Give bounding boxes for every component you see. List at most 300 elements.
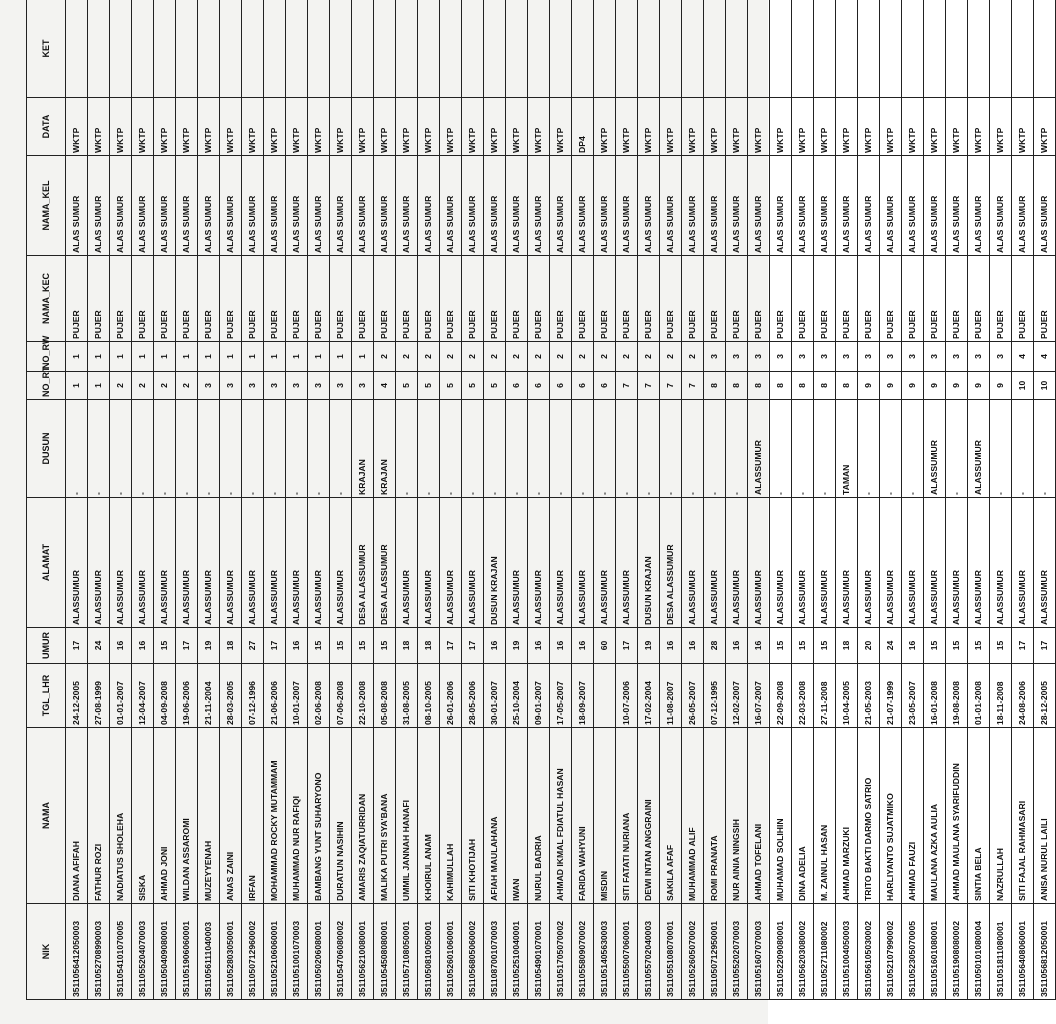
cell-alamat: ALASSUMUR bbox=[726, 498, 748, 628]
cell-dusun: - bbox=[286, 400, 308, 498]
cell-data: WKTP bbox=[396, 98, 418, 156]
cell-data: WKTP bbox=[418, 98, 440, 156]
cell-data: WKTP bbox=[264, 98, 286, 156]
cell-alamat: ALASSUMUR bbox=[330, 498, 352, 628]
cell-no-rt: 6 bbox=[572, 372, 594, 400]
cell-tgl-lhr: 19-08-2008 bbox=[946, 664, 968, 728]
cell-nama-kec: PUJER bbox=[792, 256, 814, 342]
cell-ket bbox=[704, 0, 726, 98]
cell-nama-kec: PUJER bbox=[264, 256, 286, 342]
cell-data: WKTP bbox=[748, 98, 770, 156]
cell-tgl-lhr: 26-05-2007 bbox=[682, 664, 704, 728]
cell-nama-kec: PUJER bbox=[594, 256, 616, 342]
cell-ket bbox=[682, 0, 704, 98]
cell-data: WKTP bbox=[814, 98, 836, 156]
cell-nama-kec: PUJER bbox=[484, 256, 506, 342]
cell-nik: 3511052601060001 bbox=[440, 904, 462, 1000]
table-row bbox=[374, 0, 396, 1000]
cell-ket bbox=[902, 0, 924, 98]
cell-ket bbox=[990, 0, 1012, 98]
cell-no-rt: 3 bbox=[330, 372, 352, 400]
cell-tgl-lhr: 21-06-2006 bbox=[264, 664, 286, 728]
cell-alamat: ALASSUMUR bbox=[836, 498, 858, 628]
cell-no-rt: 5 bbox=[484, 372, 506, 400]
cell-umur: 15 bbox=[352, 628, 374, 664]
cell-data: WKTP bbox=[242, 98, 264, 156]
cell-nama-kec: PUJER bbox=[440, 256, 462, 342]
cell-nama-kec: PUJER bbox=[418, 256, 440, 342]
cell-data: WKTP bbox=[946, 98, 968, 156]
cell-nama-kec: PUJER bbox=[330, 256, 352, 342]
cell-tgl-lhr: 22-09-2008 bbox=[770, 664, 792, 728]
cell-alamat: ALASSUMUR bbox=[814, 498, 836, 628]
cell-tgl-lhr: 07-06-2008 bbox=[330, 664, 352, 728]
table-row bbox=[770, 0, 792, 1000]
cell-nik: 3511056111040003 bbox=[198, 904, 220, 1000]
cell-dusun: ALASSUMUR bbox=[968, 400, 990, 498]
cell-no-rw: 3 bbox=[814, 342, 836, 372]
cell-nama-kel: ALAS SUMUR bbox=[286, 156, 308, 256]
cell-nama-kec: PUJER bbox=[528, 256, 550, 342]
table-row bbox=[726, 0, 748, 1000]
cell-ket bbox=[594, 0, 616, 98]
cell-dusun: - bbox=[462, 400, 484, 498]
cell-no-rw: 2 bbox=[374, 342, 396, 372]
cell-umur: 18 bbox=[396, 628, 418, 664]
cell-alamat: ALASSUMUR bbox=[396, 498, 418, 628]
cell-nama-kec: PUJER bbox=[990, 256, 1012, 342]
cell-nama-kec: PUJER bbox=[220, 256, 242, 342]
cell-nama: BAMBANG YUNT SUHARYONO bbox=[308, 728, 330, 904]
table-row bbox=[924, 0, 946, 1000]
cell-dusun: - bbox=[308, 400, 330, 498]
table-row bbox=[220, 0, 242, 1000]
cell-dusun: - bbox=[660, 400, 682, 498]
cell-dusun: - bbox=[506, 400, 528, 498]
cell-nama-kel: ALAS SUMUR bbox=[374, 156, 396, 256]
voter-table bbox=[26, 0, 1056, 1000]
cell-tgl-lhr: 12-02-2007 bbox=[726, 664, 748, 728]
cell-nik: 3511051906060001 bbox=[176, 904, 198, 1000]
cell-no-rw: 3 bbox=[748, 342, 770, 372]
cell-data: WKTP bbox=[682, 98, 704, 156]
cell-alamat: ALASSUMUR bbox=[990, 498, 1012, 628]
cell-no-rw: 1 bbox=[352, 342, 374, 372]
cell-no-rt: 1 bbox=[66, 372, 88, 400]
cell-nama-kel: ALAS SUMUR bbox=[924, 156, 946, 256]
cell-no-rw: 1 bbox=[220, 342, 242, 372]
cell-alamat: ALASSUMUR bbox=[792, 498, 814, 628]
cell-nama-kel: ALAS SUMUR bbox=[1034, 156, 1056, 256]
cell-nama-kel: ALAS SUMUR bbox=[154, 156, 176, 256]
cell-nama: DEWI INTAN ANGGRAINI bbox=[638, 728, 660, 904]
cell-ket bbox=[616, 0, 638, 98]
cell-nama-kel: ALAS SUMUR bbox=[352, 156, 374, 256]
cell-alamat: ALASSUMUR bbox=[968, 498, 990, 628]
cell-alamat: ALASSUMUR bbox=[264, 498, 286, 628]
cell-tgl-lhr: 23-05-2007 bbox=[902, 664, 924, 728]
cell-nama-kec: PUJER bbox=[924, 256, 946, 342]
cell-umur: 16 bbox=[902, 628, 924, 664]
cell-tgl-lhr: 17-02-2004 bbox=[638, 664, 660, 728]
cell-tgl-lhr: 21-11-2004 bbox=[198, 664, 220, 728]
cell-nik: 3511057108050001 bbox=[396, 904, 418, 1000]
cell-umur: 16 bbox=[132, 628, 154, 664]
column-header-no-rw: NO_RW bbox=[27, 342, 66, 372]
cell-nama-kec: PUJER bbox=[374, 256, 396, 342]
cell-data: WKTP bbox=[660, 98, 682, 156]
cell-umur: 17 bbox=[616, 628, 638, 664]
cell-alamat: ALASSUMUR bbox=[1034, 498, 1056, 628]
cell-nama-kel: ALAS SUMUR bbox=[946, 156, 968, 256]
cell-no-rw: 3 bbox=[880, 342, 902, 372]
cell-no-rt: 6 bbox=[550, 372, 572, 400]
cell-nik: 3511051001070003 bbox=[286, 904, 308, 1000]
cell-no-rt: 8 bbox=[726, 372, 748, 400]
cell-nama-kec: PUJER bbox=[836, 256, 858, 342]
cell-data: WKTP bbox=[704, 98, 726, 156]
cell-nama: MOHAMMAD ROCKY MUTAMMAM bbox=[264, 728, 286, 904]
cell-data: WKTP bbox=[1034, 98, 1056, 156]
cell-no-rt: 2 bbox=[176, 372, 198, 400]
cell-nama: FATHUR ROZI bbox=[88, 728, 110, 904]
cell-nama: FARIDA WAHYUNI bbox=[572, 728, 594, 904]
cell-nama: UMMIL JANNAH HANAFI bbox=[396, 728, 418, 904]
cell-nik: 3511050409080001 bbox=[154, 904, 176, 1000]
cell-data: WKTP bbox=[770, 98, 792, 156]
cell-dusun: - bbox=[110, 400, 132, 498]
cell-alamat: ALASSUMUR bbox=[176, 498, 198, 628]
cell-nama-kec: PUJER bbox=[88, 256, 110, 342]
cell-no-rw: 2 bbox=[594, 342, 616, 372]
cell-nik: 3511056408060001 bbox=[1012, 904, 1034, 1000]
cell-alamat: ALASSUMUR bbox=[132, 498, 154, 628]
cell-nik: 3511054101070005 bbox=[110, 904, 132, 1000]
cell-nama: MISDIN bbox=[594, 728, 616, 904]
cell-data: WKTP bbox=[462, 98, 484, 156]
table-row bbox=[264, 0, 286, 1000]
cell-nama: DINA ADELIA bbox=[792, 728, 814, 904]
cell-nama-kel: ALAS SUMUR bbox=[220, 156, 242, 256]
cell-no-rw: 2 bbox=[462, 342, 484, 372]
cell-nik: 3511055809070002 bbox=[572, 904, 594, 1000]
cell-alamat: ALASSUMUR bbox=[704, 498, 726, 628]
cell-no-rt: 3 bbox=[352, 372, 374, 400]
cell-data: WKTP bbox=[726, 98, 748, 156]
cell-data: WKTP bbox=[198, 98, 220, 156]
cell-tgl-lhr: 10-04-2005 bbox=[836, 664, 858, 728]
cell-umur: 15 bbox=[792, 628, 814, 664]
cell-nama-kel: ALAS SUMUR bbox=[484, 156, 506, 256]
column-header-nama-kec: NAMA_KEC bbox=[27, 256, 66, 342]
cell-nama-kec: PUJER bbox=[1034, 256, 1056, 342]
cell-alamat: ALASSUMUR bbox=[242, 498, 264, 628]
cell-no-rt: 4 bbox=[374, 372, 396, 400]
table-row bbox=[154, 0, 176, 1000]
cell-alamat: DESA ALASSUMUR bbox=[660, 498, 682, 628]
cell-dusun: - bbox=[770, 400, 792, 498]
cell-dusun: - bbox=[792, 400, 814, 498]
cell-tgl-lhr: 28-05-2006 bbox=[462, 664, 484, 728]
cell-ket bbox=[198, 0, 220, 98]
cell-no-rw: 1 bbox=[264, 342, 286, 372]
cell-no-rt: 9 bbox=[968, 372, 990, 400]
cell-tgl-lhr: 08-10-2005 bbox=[418, 664, 440, 728]
cell-umur: 15 bbox=[308, 628, 330, 664]
cell-dusun: - bbox=[396, 400, 418, 498]
table-row bbox=[990, 0, 1012, 1000]
cell-tgl-lhr: 24-12-2005 bbox=[66, 664, 88, 728]
cell-no-rw: 3 bbox=[792, 342, 814, 372]
cell-nik: 3511051601080001 bbox=[924, 904, 946, 1000]
cell-umur: 18 bbox=[418, 628, 440, 664]
cell-data: WKTP bbox=[616, 98, 638, 156]
cell-alamat: ALASSUMUR bbox=[308, 498, 330, 628]
cell-nik: 3511050206080001 bbox=[308, 904, 330, 1000]
cell-alamat: ALASSUMUR bbox=[770, 498, 792, 628]
cell-ket bbox=[242, 0, 264, 98]
cell-umur: 17 bbox=[1012, 628, 1034, 664]
cell-nik: 3511052107990002 bbox=[880, 904, 902, 1000]
cell-ket bbox=[374, 0, 396, 98]
cell-alamat: ALASSUMUR bbox=[286, 498, 308, 628]
table-row bbox=[418, 0, 440, 1000]
table-row bbox=[330, 0, 352, 1000]
cell-no-rw: 1 bbox=[110, 342, 132, 372]
cell-no-rw: 3 bbox=[704, 342, 726, 372]
cell-no-rw: 1 bbox=[308, 342, 330, 372]
cell-umur: 60 bbox=[594, 628, 616, 664]
cell-nama-kel: ALAS SUMUR bbox=[990, 156, 1012, 256]
table-row bbox=[682, 0, 704, 1000]
cell-alamat: DESA ALASSUMUR bbox=[374, 498, 396, 628]
cell-tgl-lhr: 09-01-2007 bbox=[528, 664, 550, 728]
cell-umur: 19 bbox=[198, 628, 220, 664]
cell-nik: 3511050101080004 bbox=[968, 904, 990, 1000]
table-body bbox=[66, 0, 1056, 1000]
cell-nama-kec: PUJER bbox=[902, 256, 924, 342]
cell-tgl-lhr: 11-08-2007 bbox=[660, 664, 682, 728]
cell-nama-kec: PUJER bbox=[858, 256, 880, 342]
cell-nik: 3511055204070003 bbox=[132, 904, 154, 1000]
cell-data: WKTP bbox=[968, 98, 990, 156]
cell-nik: 3511056203080002 bbox=[792, 904, 814, 1000]
cell-nama-kel: ALAS SUMUR bbox=[66, 156, 88, 256]
cell-no-rt: 7 bbox=[682, 372, 704, 400]
table-row bbox=[242, 0, 264, 1000]
cell-umur: 17 bbox=[66, 628, 88, 664]
cell-tgl-lhr: 12-04-2007 bbox=[132, 664, 154, 728]
cell-dusun: - bbox=[594, 400, 616, 498]
cell-no-rt: 1 bbox=[88, 372, 110, 400]
cell-no-rw: 1 bbox=[242, 342, 264, 372]
cell-nama-kec: PUJER bbox=[176, 256, 198, 342]
cell-dusun: - bbox=[990, 400, 1012, 498]
cell-no-rt: 10 bbox=[1012, 372, 1034, 400]
cell-tgl-lhr: 16-07-2007 bbox=[748, 664, 770, 728]
cell-nama-kec: PUJER bbox=[242, 256, 264, 342]
cell-nik: 3511052711080002 bbox=[814, 904, 836, 1000]
cell-dusun: KRAJAN bbox=[352, 400, 374, 498]
cell-dusun: KRAJAN bbox=[374, 400, 396, 498]
cell-nik: 3511087001070003 bbox=[484, 904, 506, 1000]
cell-dusun: - bbox=[440, 400, 462, 498]
cell-no-rt: 9 bbox=[924, 372, 946, 400]
cell-dusun: - bbox=[264, 400, 286, 498]
cell-tgl-lhr: 17-05-2007 bbox=[550, 664, 572, 728]
cell-nama: AHMAD MARZUKI bbox=[836, 728, 858, 904]
cell-nama-kec: PUJER bbox=[66, 256, 88, 342]
cell-nama-kel: ALAS SUMUR bbox=[198, 156, 220, 256]
cell-tgl-lhr: 01-01-2008 bbox=[968, 664, 990, 728]
cell-ket bbox=[484, 0, 506, 98]
table-row bbox=[352, 0, 374, 1000]
cell-no-rt: 8 bbox=[836, 372, 858, 400]
cell-alamat: ALASSUMUR bbox=[220, 498, 242, 628]
cell-tgl-lhr bbox=[594, 664, 616, 728]
cell-alamat: ALASSUMUR bbox=[682, 498, 704, 628]
cell-tgl-lhr: 28-12-2005 bbox=[1034, 664, 1056, 728]
cell-no-rw: 4 bbox=[1034, 342, 1056, 372]
cell-nama: ROMI PRANATA bbox=[704, 728, 726, 904]
cell-nama-kel: ALAS SUMUR bbox=[308, 156, 330, 256]
cell-nama-kel: ALAS SUMUR bbox=[176, 156, 198, 256]
cell-umur: 18 bbox=[220, 628, 242, 664]
cell-ket bbox=[396, 0, 418, 98]
column-header-dusun: DUSUN bbox=[27, 400, 66, 498]
cell-nama: IWAN bbox=[506, 728, 528, 904]
cell-nama-kel: ALAS SUMUR bbox=[616, 156, 638, 256]
cell-ket bbox=[440, 0, 462, 98]
cell-alamat: ALASSUMUR bbox=[594, 498, 616, 628]
table-row bbox=[528, 0, 550, 1000]
cell-nik: 3511056210080001 bbox=[352, 904, 374, 1000]
cell-nama-kel: ALAS SUMUR bbox=[110, 156, 132, 256]
cell-tgl-lhr: 26-01-2006 bbox=[440, 664, 462, 728]
cell-nama: AHMAD FAUZI bbox=[902, 728, 924, 904]
cell-nama-kel: ALAS SUMUR bbox=[968, 156, 990, 256]
cell-nama: SITI KHOTIJAH bbox=[462, 728, 484, 904]
cell-alamat: ALASSUMUR bbox=[154, 498, 176, 628]
cell-alamat: ALASSUMUR bbox=[572, 498, 594, 628]
cell-dusun: - bbox=[242, 400, 264, 498]
cell-tgl-lhr: 10-07-2006 bbox=[616, 664, 638, 728]
cell-nama-kel: ALAS SUMUR bbox=[770, 156, 792, 256]
cell-ket bbox=[924, 0, 946, 98]
cell-data: WKTP bbox=[506, 98, 528, 156]
cell-tgl-lhr: 18-11-2008 bbox=[990, 664, 1012, 728]
cell-nama: NADIATUS SHOLEHA bbox=[110, 728, 132, 904]
cell-data: WKTP bbox=[638, 98, 660, 156]
cell-nama-kec: PUJER bbox=[110, 256, 132, 342]
cell-alamat: ALASSUMUR bbox=[858, 498, 880, 628]
cell-ket bbox=[572, 0, 594, 98]
column-header-nik: NIK bbox=[27, 904, 66, 1000]
column-header-nama: NAMA bbox=[27, 728, 66, 904]
table-row bbox=[968, 0, 990, 1000]
cell-nama-kec: PUJER bbox=[1012, 256, 1034, 342]
cell-umur: 18 bbox=[836, 628, 858, 664]
cell-nama-kec: PUJER bbox=[396, 256, 418, 342]
cell-no-rw: 3 bbox=[924, 342, 946, 372]
cell-nama: SAKILA AFAF bbox=[660, 728, 682, 904]
cell-nama: MALIKA PUTRI SYA'BANA bbox=[374, 728, 396, 904]
cell-nik: 3511050712950001 bbox=[704, 904, 726, 1000]
cell-nama: NURUL BADRIA bbox=[528, 728, 550, 904]
cell-no-rt: 8 bbox=[704, 372, 726, 400]
cell-dusun: - bbox=[484, 400, 506, 498]
cell-umur: 15 bbox=[946, 628, 968, 664]
cell-ket bbox=[264, 0, 286, 98]
cell-tgl-lhr: 27-11-2008 bbox=[814, 664, 836, 728]
cell-nama: NUR AINIA NINGSIH bbox=[726, 728, 748, 904]
cell-no-rw: 1 bbox=[330, 342, 352, 372]
cell-ket bbox=[1034, 0, 1056, 98]
cell-nama-kel: ALAS SUMUR bbox=[330, 156, 352, 256]
cell-nik: 3511054901070001 bbox=[528, 904, 550, 1000]
cell-nik: 3511051004050003 bbox=[836, 904, 858, 1000]
cell-tgl-lhr: 22-03-2008 bbox=[792, 664, 814, 728]
cell-tgl-lhr: 25-10-2004 bbox=[506, 664, 528, 728]
cell-no-rt: 2 bbox=[132, 372, 154, 400]
cell-no-rt: 6 bbox=[506, 372, 528, 400]
cell-dusun: - bbox=[176, 400, 198, 498]
cell-alamat: ALASSUMUR bbox=[110, 498, 132, 628]
cell-no-rw: 1 bbox=[198, 342, 220, 372]
cell-nama: DURATUN NASIHIN bbox=[330, 728, 352, 904]
cell-ket bbox=[638, 0, 660, 98]
cell-no-rw: 1 bbox=[66, 342, 88, 372]
cell-nik: 3511056105030002 bbox=[858, 904, 880, 1000]
cell-nama-kec: PUJER bbox=[704, 256, 726, 342]
cell-ket bbox=[506, 0, 528, 98]
cell-nama-kel: ALAS SUMUR bbox=[440, 156, 462, 256]
cell-alamat: DUSUN KRAJAN bbox=[638, 498, 660, 628]
cell-data: WKTP bbox=[132, 98, 154, 156]
cell-ket bbox=[770, 0, 792, 98]
cell-alamat: ALASSUMUR bbox=[748, 498, 770, 628]
table-row bbox=[88, 0, 110, 1000]
cell-nama-kel: ALAS SUMUR bbox=[462, 156, 484, 256]
cell-alamat: ALASSUMUR bbox=[1012, 498, 1034, 628]
cell-nama-kel: ALAS SUMUR bbox=[550, 156, 572, 256]
cell-no-rw: 2 bbox=[440, 342, 462, 372]
cell-no-rw: 2 bbox=[682, 342, 704, 372]
table-row bbox=[506, 0, 528, 1000]
cell-nama: SITI FAJAL RAHMASARI bbox=[1012, 728, 1034, 904]
cell-nama: MAULANA AZKA AULIA bbox=[924, 728, 946, 904]
cell-no-rt: 7 bbox=[616, 372, 638, 400]
cell-nama-kel: ALAS SUMUR bbox=[726, 156, 748, 256]
cell-nik: 3511054706080002 bbox=[330, 904, 352, 1000]
cell-nama: ANAS ZAINI bbox=[220, 728, 242, 904]
cell-nama: SITI FATATI NURIANA bbox=[616, 728, 638, 904]
cell-dusun: - bbox=[66, 400, 88, 498]
cell-nama: NAZRULLAH bbox=[990, 728, 1012, 904]
cell-nik: 3511051405630003 bbox=[594, 904, 616, 1000]
cell-alamat: ALASSUMUR bbox=[418, 498, 440, 628]
table-row bbox=[550, 0, 572, 1000]
cell-nama: KAHIMULLAH bbox=[440, 728, 462, 904]
cell-tgl-lhr: 18-09-2007 bbox=[572, 664, 594, 728]
cell-no-rw: 3 bbox=[968, 342, 990, 372]
cell-tgl-lhr: 10-01-2007 bbox=[286, 664, 308, 728]
cell-nama-kel: ALAS SUMUR bbox=[594, 156, 616, 256]
cell-data: WKTP bbox=[308, 98, 330, 156]
cell-tgl-lhr: 22-10-2008 bbox=[352, 664, 374, 728]
rotated-sheet bbox=[26, 0, 1050, 1000]
column-header-tgl-lhr: TGL_LHR bbox=[27, 664, 66, 728]
